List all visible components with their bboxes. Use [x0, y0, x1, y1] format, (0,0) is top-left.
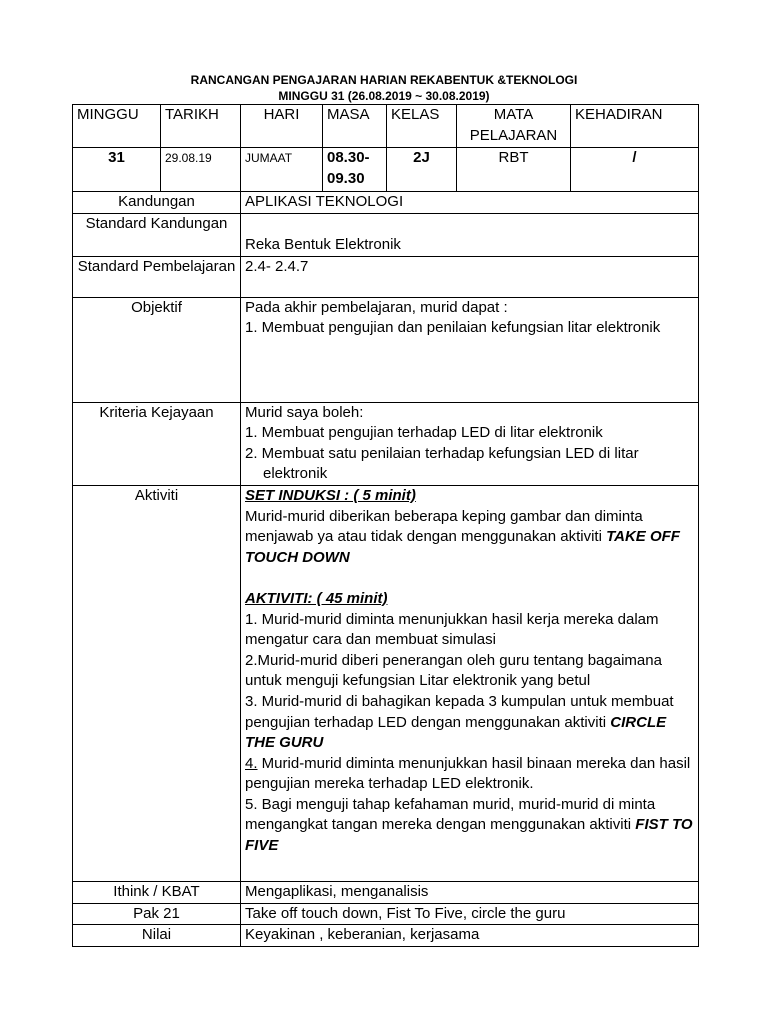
kriteria-item: 1. Membuat pengujian terhadap LED di litar elektronik [245, 424, 603, 442]
info-hari: JUMAAT [241, 148, 323, 192]
header-mata-pelajaran: MATA PELAJARAN [457, 105, 571, 148]
lesson-plan-table [72, 104, 699, 947]
aktiviti-value [241, 485, 699, 881]
info-mata-pelajaran: RBT [457, 148, 571, 192]
info-masa: 08.30-09.30 [323, 148, 387, 192]
aktiviti-item-2: 2.Murid-murid diberi penerangan oleh guru tentang bagaimana untuk menguji kefungsian Litar elektronik yang betul [245, 651, 662, 690]
aktiviti-row [73, 485, 699, 881]
header-kehadiran: KEHADIRAN [571, 105, 699, 148]
kriteria-label: Kriteria Kejayaan [73, 402, 241, 485]
aktiviti-item-1: 1. Murid-murid diminta menunjukkan hasil kerja mereka dalam mengatur cara dan membuat simulasi [245, 610, 659, 649]
nilai-row [73, 925, 699, 947]
ithink-value: Mengaplikasi, menganalisis [241, 881, 699, 903]
aktiviti-item-3-text: 3. Murid-murid di bahagikan kepada 3 kumpulan untuk membuat pengujian terhadap LED dengan menggunakan aktiviti [245, 692, 674, 731]
header-masa: MASA [323, 105, 387, 148]
nilai-value: Keyakinan , keberanian, kerjasama [241, 925, 699, 947]
header-tarikh: TARIKH [161, 105, 241, 148]
kriteria-intro: Murid saya boleh: [245, 403, 364, 421]
header-row [73, 105, 699, 148]
objektif-item: 1. Membuat pengujian dan penilaian kefungsian litar elektronik [245, 319, 661, 337]
ithink-row [73, 881, 699, 903]
kriteria-item: 2. Membuat satu penilaian terhadap kefungsian LED di litar elektronik [245, 444, 639, 483]
header-minggu: MINGGU [73, 105, 161, 148]
header-hari: HARI [241, 105, 323, 148]
info-kelas: 2J [387, 148, 457, 192]
document-title: RANCANGAN PENGAJARAN HARIAN REKABENTUK &TEKNOLOGI [190, 73, 578, 87]
kandungan-row [73, 192, 699, 214]
standard-pembelajaran-row [73, 256, 699, 297]
info-row [73, 148, 699, 192]
nilai-label: Nilai [73, 925, 241, 947]
info-kehadiran: / [571, 148, 699, 192]
document-subtitle: MINGGU 31 (26.08.2019 ~ 30.08.2019) [278, 89, 490, 103]
aktiviti-item-3 [245, 692, 694, 754]
header-kelas: KELAS [387, 105, 457, 148]
objektif-value [241, 297, 699, 402]
set-induksi-text: Murid-murid diberikan beberapa keping gambar dan diminta menjawab ya atau tidak dengan menggunakan aktiviti [245, 507, 643, 546]
pak21-value: Take off touch down, Fist To Five, circle the guru [241, 903, 699, 925]
pak21-row [73, 903, 699, 925]
spacer [245, 568, 694, 589]
aktiviti-item-5-text: 5. Bagi menguji tahap kefahaman murid, murid-murid di minta mengangkat tangan mereka dengan menggunakan aktiviti [245, 795, 656, 834]
standard-pembelajaran-value: 2.4- 2.4.7 [241, 256, 699, 297]
objektif-row [73, 297, 699, 402]
aktiviti-heading: AKTIVITI: ( 45 minit) [245, 589, 388, 607]
kriteria-row [73, 402, 699, 485]
info-minggu: 31 [73, 148, 161, 192]
ithink-label: Ithink / KBAT [73, 881, 241, 903]
aktiviti-label: Aktiviti [73, 485, 241, 881]
standard-kandungan-value: Reka Bentuk Elektronik [241, 213, 699, 256]
aktiviti-item-4-text: Murid-murid diminta menunjukkan hasil binaan mereka dan hasil pengujian mereka terhadap LED elektronik. [245, 754, 691, 793]
kandungan-label: Kandungan [73, 192, 241, 214]
kriteria-value [241, 402, 699, 485]
set-induksi-paragraph [245, 507, 694, 569]
standard-kandungan-row [73, 213, 699, 256]
aktiviti-item-4-number: 4. [245, 754, 258, 772]
aktiviti-item-5-activity: FIST TO FIVE [245, 816, 693, 855]
info-tarikh: 29.08.19 [161, 148, 241, 192]
standard-pembelajaran-label: Standard Pembelajaran [73, 256, 241, 297]
aktiviti-item-3-activity: CIRCLE THE GURU [245, 713, 667, 752]
objektif-label: Objektif [73, 297, 241, 402]
aktiviti-item-4 [245, 754, 694, 795]
pak21-label: Pak 21 [73, 903, 241, 925]
set-induksi-heading: SET INDUKSI : ( 5 minit) [245, 486, 416, 504]
kandungan-value: APLIKASI TEKNOLOGI [241, 192, 699, 214]
aktiviti-item-5 [245, 795, 694, 857]
standard-kandungan-label: Standard Kandungan [73, 213, 241, 256]
objektif-intro: Pada akhir pembelajaran, murid dapat : [245, 298, 508, 316]
set-induksi-activity: TAKE OFF TOUCH DOWN [245, 528, 680, 566]
